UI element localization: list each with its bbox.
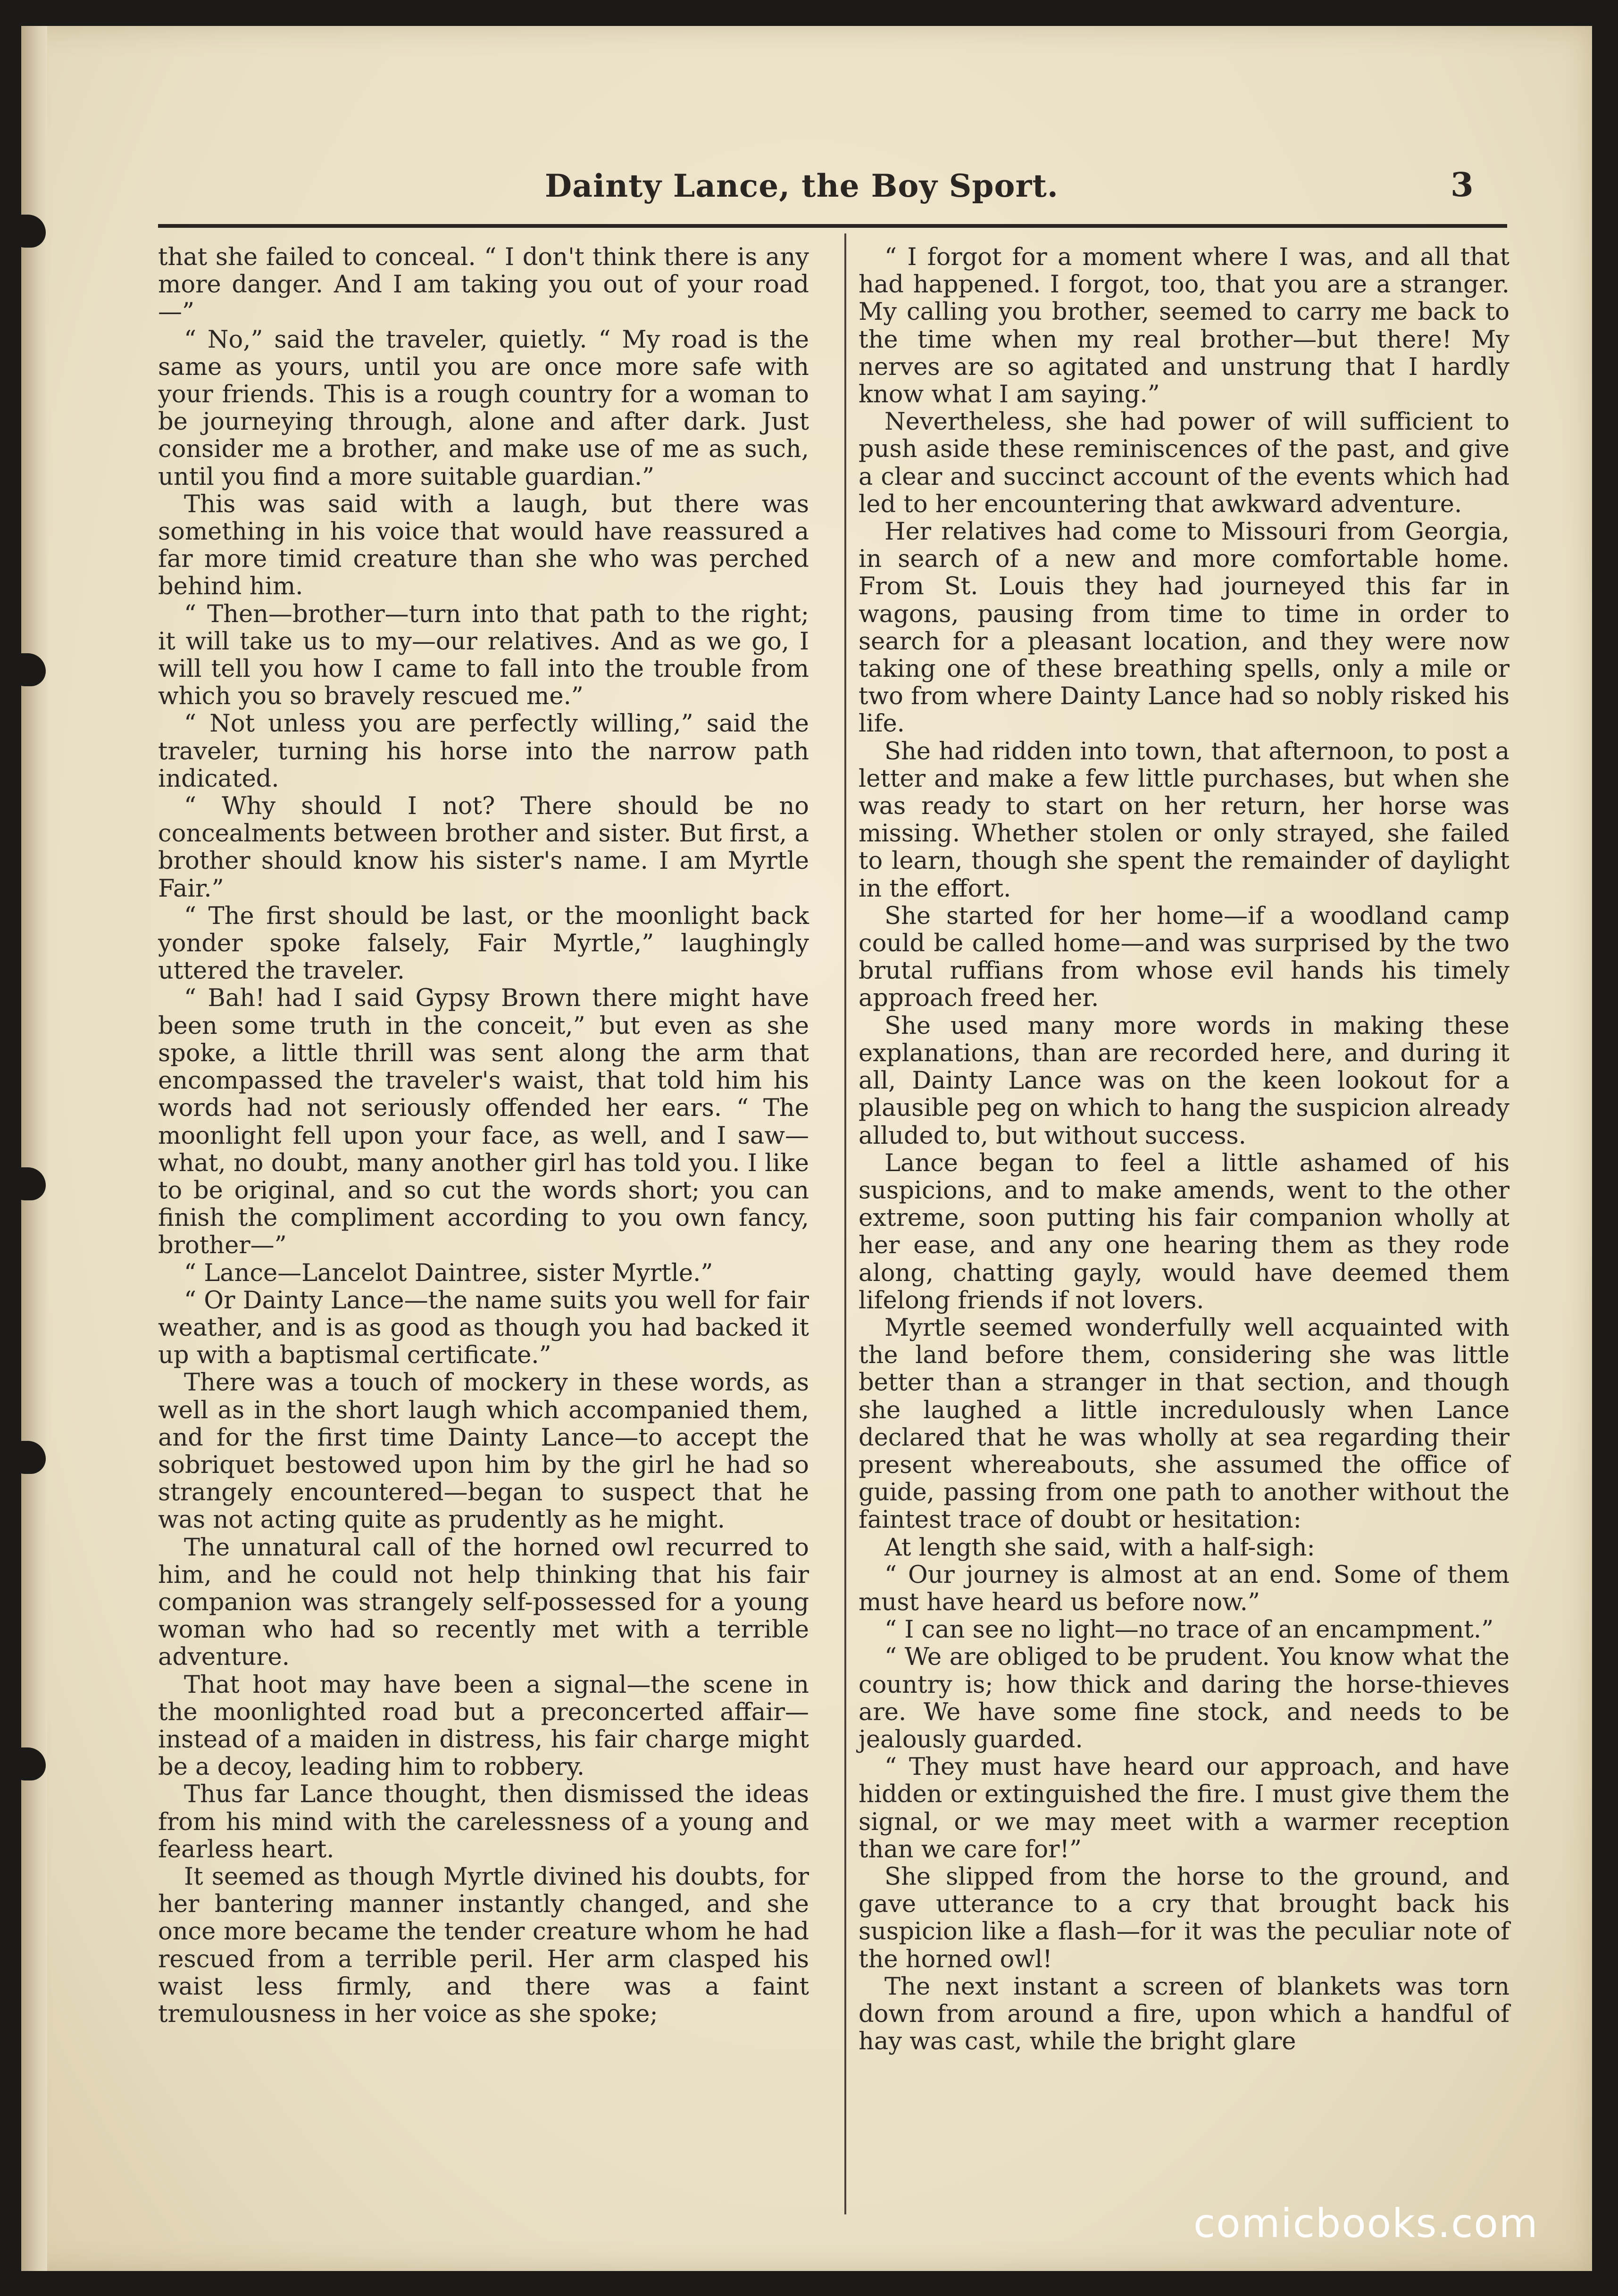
paragraph: “ They must have heard our approach, and have hidden or extinguished the fire. I must give them the signal, or we may meet with a warmer reception than we care for!” — [859, 1753, 1510, 1863]
paragraph: Her relatives had come to Missouri from Georgia, in search of a new and more comfortable home. From St. Louis they had journeyed this far in wagons, pausing from time to time in order to search for a pleasant location, and they were now taking one of these breathing spells, only a mile or two from where Dainty Lance had so nobly risked his life. — [859, 518, 1510, 738]
paragraph: The next instant a screen of blankets was torn down from around a fire, upon which a handful of hay was cast, while the bright glare — [859, 1972, 1510, 2056]
paragraph: “ No,” said the traveler, quietly. “ My road is the same as yours, until you are once more safe with your friends. This is a rough country for a woman to be journeying through, alone and after dark. Just consider me a brother, and make use of me as such, until you find a more suitable guardian.” — [158, 325, 809, 491]
paragraph: That hoot may have been a signal—the scene in the moonlighted road but a preconcerted affair—instead of a maiden in distress, his fair charge might be a decoy, leading him to robbery. — [158, 1671, 809, 1781]
paragraph: “ I forgot for a moment where I was, and all that had happened. I forgot, too, that you are a stranger. My calling you brother, seemed to carry me back to the time when my real brother—but there! My nerves are so agitated and unstrung that I hardly know what I am saying.” — [859, 243, 1510, 409]
paragraph: “ Our journey is almost at an end. Some of them must have heard us before now.” — [859, 1561, 1510, 1616]
right-column — [859, 244, 1510, 2055]
column-divider — [844, 233, 846, 2214]
paragraph: that she failed to conceal. “ I don't think there is any more danger. And I am taking you out of your road—” — [158, 243, 809, 326]
paragraph: Myrtle seemed wonderfully well acquainted with the land before them, considering she was little better than a stranger in that section, and though she laughed a little incredulously when Lance declared that he was wholly at sea regarding their present whereabouts, she assumed the office of guide, passing from one path to another without the faintest trace of doubt or hesitation: — [859, 1314, 1510, 1534]
paragraph: “ Bah! had I said Gypsy Brown there might have been some truth in the conceit,” but even as she spoke, a little thrill was sent along the arm that encompassed the traveler's waist, that told him his words had not seriously offended her ears. “ The moonlight fell upon your face, as well, and I saw—what, no doubt, many another girl has told you. I like to be original, and so cut the words short; you can finish the compliment according to you own fancy, brother—” — [158, 984, 809, 1260]
paragraph: “ The first should be last, or the moonlight back yonder spoke falsely, Fair Myrtle,” laughingly uttered the traveler. — [158, 902, 809, 985]
site-watermark: comicbooks.com — [1193, 2200, 1539, 2246]
paragraph: “ I can see no light—no trace of an encampment.” — [884, 1616, 1494, 1644]
paragraph: “ Then—brother—turn into that path to the right; it will take us to my—our relatives. And as we go, I will tell you how I came to fall into the trouble from which you so bravely rescued me.” — [158, 600, 809, 711]
running-header-title: Dainty Lance, the Boy Sport. — [545, 167, 1059, 204]
paragraph: “ We are obliged to be prudent. You know what the country is; how thick and daring the horse-thieves are. We have some fine stock, and needs to be jealously guarded. — [859, 1643, 1510, 1754]
header-rule — [158, 224, 1507, 228]
paragraph: Thus far Lance thought, then dismissed the ideas from his mind with the carelessness of a young and fearless heart. — [158, 1780, 809, 1863]
paragraph: At length she said, with a half-sigh: — [884, 1533, 1315, 1562]
page-number: 3 — [1451, 165, 1474, 204]
paragraph: “ Lance—Lancelot Daintree, sister Myrtle.” — [184, 1259, 713, 1287]
paragraph: “ Or Dainty Lance—the name suits you well for fair weather, and is as good as though you had backed it up with a baptismal certificate.” — [158, 1286, 809, 1370]
left-column — [158, 244, 809, 2028]
page-spine — [21, 26, 47, 2271]
paragraph: It seemed as though Myrtle divined his doubts, for her bantering manner instantly changed, and she once more became the tender creature whom he had rescued from a terrible peril. Her arm clasped his waist less firmly, and there was a faint tremulousness in her voice as she spoke; — [158, 1863, 809, 2028]
paragraph: There was a touch of mockery in these words, as well as in the short laugh which accompanied them, and for the first time Dainty Lance—to accept the sobriquet bestowed upon him by the girl he had so strangely encountered—began to suspect that he was not acting quite as prudently as he might. — [158, 1369, 809, 1534]
paragraph: She slipped from the horse to the ground, and gave utterance to a cry that brought back his suspicion like a flash—for it was the peculiar note of the horned owl! — [859, 1863, 1510, 1973]
paragraph: Lance began to feel a little ashamed of his suspicions, and to make amends, went to the other extreme, soon putting his fair companion wholly at her ease, and any one hearing them as they rode along, chatting gayly, would have deemed them lifelong friends if not lovers. — [859, 1149, 1510, 1314]
paragraph: This was said with a laugh, but there was something in his voice that would have reassured a far more timid creature than she who was perched behind him. — [158, 490, 809, 601]
paragraph: She had ridden into town, that afternoon, to post a letter and make a few little purchases, but when she was ready to start on her return, her horse was missing. Whether stolen or only strayed, she failed to learn, though she spent the remainder of daylight in the effort. — [859, 737, 1510, 903]
paragraph: She used many more words in making these explanations, than are recorded here, and during it all, Dainty Lance was on the keen lookout for a plausible peg on which to hang the suspicion already alluded to, but without success. — [859, 1012, 1510, 1150]
paragraph: “ Why should I not? There should be no concealments between brother and sister. But first, a brother should know his sister's name. I am Myrtle Fair.” — [158, 792, 809, 903]
paragraph: “ Not unless you are perfectly willing,” said the traveler, turning his horse into the narrow path indicated. — [158, 710, 809, 793]
paragraph: The unnatural call of the horned owl recurred to him, and he could not help thinking that his fair companion was strangely self-possessed for a young woman who had so recently met with a terrible adventure. — [158, 1533, 809, 1672]
magazine-page — [21, 26, 1592, 2271]
paragraph: Nevertheless, she had power of will sufficient to push aside these reminiscences of the past, and give a clear and succinct account of the events which had led to her encountering that awkward adventure. — [859, 408, 1510, 518]
paragraph: She started for her home—if a woodland camp could be called home—and was surprised by the two brutal ruffians from whose evil hands his timely approach freed her. — [859, 902, 1510, 1013]
